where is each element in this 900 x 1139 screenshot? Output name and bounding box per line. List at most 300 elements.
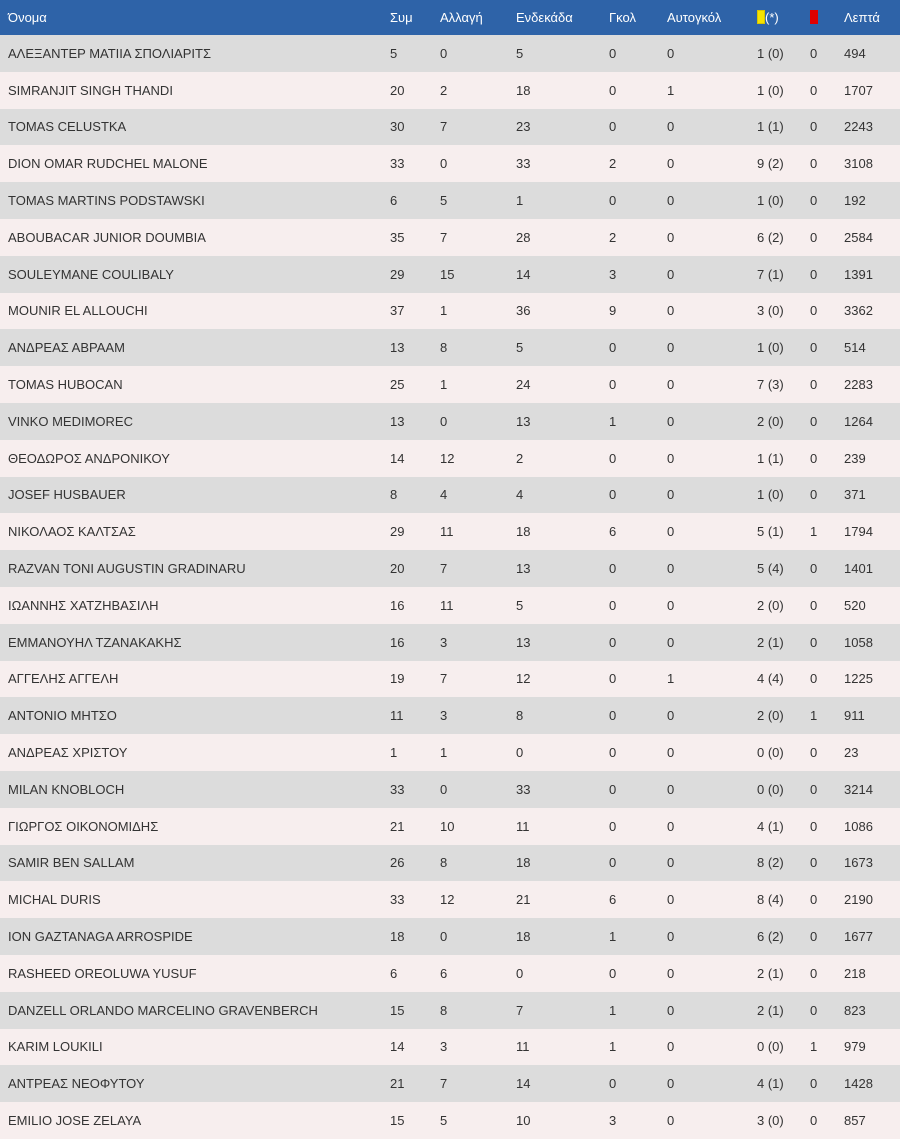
yellow-cards-cell: 1 (0) bbox=[757, 193, 784, 209]
apps-cell: 18 bbox=[390, 929, 405, 945]
red-cards-cell: 0 bbox=[810, 156, 818, 172]
table-row[interactable] bbox=[0, 256, 900, 293]
player-name-cell[interactable]: RASHEED OREOLUWA YUSUF bbox=[8, 965, 197, 981]
subs-cell: 0 bbox=[440, 413, 448, 429]
yellow-cards-cell: 2 (0) bbox=[757, 597, 784, 613]
red-cards-cell: 0 bbox=[810, 929, 818, 945]
apps-cell: 19 bbox=[390, 671, 405, 687]
player-name-cell[interactable]: JOSEF HUSBAUER bbox=[8, 487, 126, 503]
own-goals-cell: 0 bbox=[667, 745, 675, 761]
goals-cell: 3 bbox=[609, 266, 617, 282]
table-row[interactable] bbox=[0, 881, 900, 918]
minutes-cell: 1391 bbox=[844, 266, 873, 282]
header-red-cards[interactable] bbox=[810, 0, 844, 35]
starts-cell: 33 bbox=[516, 781, 531, 797]
subs-cell: 12 bbox=[440, 450, 455, 466]
starts-cell: 23 bbox=[516, 119, 531, 135]
player-name-cell[interactable]: SAMIR BEN SALLAM bbox=[8, 855, 135, 871]
subs-cell: 12 bbox=[440, 892, 455, 908]
player-name-cell[interactable]: ΝΙΚΟΛΑΟΣ ΚΑΛΤΣΑΣ bbox=[8, 524, 136, 540]
minutes-cell: 494 bbox=[844, 45, 866, 61]
own-goals-cell: 0 bbox=[667, 229, 675, 245]
starts-cell: 7 bbox=[516, 1002, 524, 1018]
minutes-cell: 857 bbox=[844, 1113, 866, 1128]
apps-cell: 15 bbox=[390, 1113, 405, 1128]
yellow-cards-cell: 8 (4) bbox=[757, 892, 784, 908]
yellow-cards-cell: 6 (2) bbox=[757, 929, 784, 945]
minutes-cell: 1086 bbox=[844, 818, 873, 834]
apps-cell: 29 bbox=[390, 524, 405, 540]
red-card-icon bbox=[810, 10, 818, 24]
yellow-cards-cell: 1 (0) bbox=[757, 340, 784, 356]
yellow-cards-cell: 2 (0) bbox=[757, 413, 784, 429]
starts-cell: 0 bbox=[516, 745, 524, 761]
own-goals-cell: 0 bbox=[667, 781, 675, 797]
own-goals-cell: 0 bbox=[667, 561, 675, 577]
apps-cell: 35 bbox=[390, 229, 405, 245]
apps-cell: 37 bbox=[390, 303, 405, 319]
table-row[interactable] bbox=[0, 477, 900, 514]
player-name-cell[interactable]: MICHAL DURIS bbox=[8, 892, 101, 908]
yellow-cards-cell: 4 (1) bbox=[757, 818, 784, 834]
minutes-cell: 2190 bbox=[844, 892, 873, 908]
player-name-cell[interactable]: MOUNIR EL ALLOUCHI bbox=[8, 303, 148, 319]
red-cards-cell: 0 bbox=[810, 781, 818, 797]
yellow-cards-cell: 0 (0) bbox=[757, 781, 784, 797]
yellow-cards-cell: 9 (2) bbox=[757, 156, 784, 172]
minutes-cell: 23 bbox=[844, 745, 859, 761]
apps-cell: 13 bbox=[390, 413, 405, 429]
header-goals[interactable]: Γκολ bbox=[609, 10, 636, 25]
goals-cell: 0 bbox=[609, 634, 617, 650]
table-row[interactable] bbox=[0, 329, 900, 366]
starts-cell: 36 bbox=[516, 303, 531, 319]
starts-cell: 12 bbox=[516, 671, 531, 687]
own-goals-cell: 0 bbox=[667, 340, 675, 356]
red-cards-cell: 0 bbox=[810, 745, 818, 761]
starts-cell: 8 bbox=[516, 708, 524, 724]
starts-cell: 21 bbox=[516, 892, 531, 908]
yellow-cards-cell: 7 (3) bbox=[757, 377, 784, 393]
yellow-cards-cell: 1 (0) bbox=[757, 487, 784, 503]
apps-cell: 11 bbox=[390, 708, 404, 724]
subs-cell: 0 bbox=[440, 45, 448, 61]
player-name-cell[interactable]: ABOUBACAR JUNIOR DOUMBIA bbox=[8, 229, 206, 245]
header-minutes[interactable]: Λεπτά bbox=[844, 10, 880, 25]
subs-cell: 1 bbox=[440, 745, 448, 761]
starts-cell: 10 bbox=[516, 1113, 531, 1128]
own-goals-cell: 0 bbox=[667, 1039, 675, 1055]
table-row[interactable] bbox=[0, 1065, 900, 1102]
table-row[interactable] bbox=[0, 1102, 900, 1139]
table-row[interactable] bbox=[0, 587, 900, 624]
starts-cell: 0 bbox=[516, 965, 524, 981]
starts-cell: 11 bbox=[516, 818, 530, 834]
starts-cell: 28 bbox=[516, 229, 531, 245]
minutes-cell: 1677 bbox=[844, 929, 873, 945]
red-cards-cell: 0 bbox=[810, 634, 818, 650]
apps-cell: 16 bbox=[390, 597, 405, 613]
apps-cell: 26 bbox=[390, 855, 405, 871]
subs-cell: 0 bbox=[440, 781, 448, 797]
red-cards-cell: 0 bbox=[810, 965, 818, 981]
minutes-cell: 1058 bbox=[844, 634, 873, 650]
table-row[interactable] bbox=[0, 1029, 900, 1066]
starts-cell: 18 bbox=[516, 855, 531, 871]
red-cards-cell: 0 bbox=[810, 855, 818, 871]
player-name-cell[interactable]: ΓΙΩΡΓΟΣ ΟΙΚΟΝΟΜΙΔΗΣ bbox=[8, 818, 159, 834]
apps-cell: 20 bbox=[390, 82, 405, 98]
apps-cell: 30 bbox=[390, 119, 405, 135]
goals-cell: 0 bbox=[609, 781, 617, 797]
minutes-cell: 1225 bbox=[844, 671, 873, 687]
player-name-cell[interactable]: DION OMAR RUDCHEL MALONE bbox=[8, 156, 208, 172]
player-name-cell[interactable]: ΑΓΓΕΛΗΣ ΑΓΓΕΛΗ bbox=[8, 671, 119, 687]
goals-cell: 0 bbox=[609, 82, 617, 98]
apps-cell: 21 bbox=[390, 1076, 405, 1092]
yellow-cards-cell: 5 (4) bbox=[757, 561, 784, 577]
minutes-cell: 2584 bbox=[844, 229, 873, 245]
own-goals-cell: 0 bbox=[667, 450, 675, 466]
subs-cell: 8 bbox=[440, 340, 448, 356]
red-cards-cell: 0 bbox=[810, 413, 818, 429]
table-row[interactable] bbox=[0, 918, 900, 955]
goals-cell: 0 bbox=[609, 193, 617, 209]
yellow-cards-cell: 7 (1) bbox=[757, 266, 784, 282]
minutes-cell: 3214 bbox=[844, 781, 873, 797]
yellow-cards-cell: 5 (1) bbox=[757, 524, 784, 540]
player-name-cell[interactable]: ΑΛΕΞΑΝΤΕΡ ΜΑΤΙΙΑ ΣΠΟΛΙΑΡΙΤΣ bbox=[8, 45, 211, 61]
table-row[interactable] bbox=[0, 661, 900, 698]
red-cards-cell: 0 bbox=[810, 1113, 818, 1128]
goals-cell: 2 bbox=[609, 229, 617, 245]
minutes-cell: 3108 bbox=[844, 156, 873, 172]
table-row[interactable] bbox=[0, 845, 900, 882]
table-row[interactable] bbox=[0, 440, 900, 477]
yellow-cards-cell: 4 (1) bbox=[757, 1076, 784, 1092]
yellow-cards-cell: 2 (0) bbox=[757, 708, 784, 724]
player-name-cell[interactable]: TOMAS HUBOCAN bbox=[8, 377, 123, 393]
player-name-cell[interactable]: ΑΝΔΡΕΑΣ ΧΡΙΣΤΟΥ bbox=[8, 745, 128, 761]
apps-cell: 25 bbox=[390, 377, 405, 393]
subs-cell: 11 bbox=[440, 524, 454, 540]
yellow-cards-cell: 1 (0) bbox=[757, 45, 784, 61]
goals-cell: 9 bbox=[609, 303, 617, 319]
subs-cell: 2 bbox=[440, 82, 448, 98]
own-goals-cell: 1 bbox=[667, 671, 675, 687]
goals-cell: 0 bbox=[609, 597, 617, 613]
red-cards-cell: 0 bbox=[810, 487, 818, 503]
goals-cell: 0 bbox=[609, 708, 617, 724]
red-cards-cell: 0 bbox=[810, 340, 818, 356]
minutes-cell: 1428 bbox=[844, 1076, 873, 1092]
red-cards-cell: 1 bbox=[810, 708, 818, 724]
table-row[interactable] bbox=[0, 72, 900, 109]
own-goals-cell: 0 bbox=[667, 892, 675, 908]
subs-cell: 7 bbox=[440, 119, 448, 135]
player-name-cell[interactable]: ΑΝΔΡΕΑΣ ΑΒΡΑΑΜ bbox=[8, 340, 125, 356]
yellow-cards-cell: 0 (0) bbox=[757, 745, 784, 761]
starts-cell: 14 bbox=[516, 1076, 531, 1092]
goals-cell: 0 bbox=[609, 965, 617, 981]
starts-cell: 18 bbox=[516, 524, 531, 540]
table-row[interactable] bbox=[0, 771, 900, 808]
player-name-cell[interactable]: ΘΕΟΔΩΡΟΣ ΑΝΔΡΟΝΙΚΟΥ bbox=[8, 450, 170, 466]
own-goals-cell: 0 bbox=[667, 524, 675, 540]
goals-cell: 0 bbox=[609, 1076, 617, 1092]
subs-cell: 8 bbox=[440, 855, 448, 871]
own-goals-cell: 0 bbox=[667, 193, 675, 209]
player-name-cell[interactable]: ION GAZTANAGA ARROSPIDE bbox=[8, 929, 193, 945]
red-cards-cell: 1 bbox=[810, 1039, 818, 1055]
minutes-cell: 3362 bbox=[844, 303, 873, 319]
table-row[interactable] bbox=[0, 145, 900, 182]
red-cards-cell: 0 bbox=[810, 119, 818, 135]
own-goals-cell: 0 bbox=[667, 597, 675, 613]
yellow-cards-cell: 0 (0) bbox=[757, 1039, 784, 1055]
red-cards-cell: 0 bbox=[810, 597, 818, 613]
red-cards-cell: 0 bbox=[810, 1076, 818, 1092]
apps-cell: 15 bbox=[390, 1002, 405, 1018]
starts-cell: 2 bbox=[516, 450, 524, 466]
red-cards-cell: 0 bbox=[810, 266, 818, 282]
own-goals-cell: 0 bbox=[667, 487, 675, 503]
player-name-cell[interactable]: EMILIO JOSE ZELAYA bbox=[8, 1113, 142, 1128]
subs-cell: 11 bbox=[440, 597, 454, 613]
yellow-cards-cell: 4 (4) bbox=[757, 671, 784, 687]
own-goals-cell: 0 bbox=[667, 413, 675, 429]
player-name-cell[interactable]: MILAN KNOBLOCH bbox=[8, 781, 125, 797]
subs-cell: 3 bbox=[440, 634, 448, 650]
apps-cell: 20 bbox=[390, 561, 405, 577]
table-row[interactable] bbox=[0, 955, 900, 992]
yellow-cards-cell: 3 (0) bbox=[757, 303, 784, 319]
subs-cell: 15 bbox=[440, 266, 455, 282]
red-cards-cell: 0 bbox=[810, 303, 818, 319]
subs-cell: 4 bbox=[440, 487, 448, 503]
minutes-cell: 911 bbox=[844, 708, 865, 724]
minutes-cell: 239 bbox=[844, 450, 866, 466]
yellow-cards-cell: 2 (1) bbox=[757, 965, 784, 981]
table-row[interactable] bbox=[0, 403, 900, 440]
goals-cell: 0 bbox=[609, 561, 617, 577]
apps-cell: 5 bbox=[390, 45, 398, 61]
table-row[interactable] bbox=[0, 109, 900, 146]
minutes-cell: 2243 bbox=[844, 119, 873, 135]
player-name-cell[interactable]: RAZVAN TONI AUGUSTIN GRADINARU bbox=[8, 561, 246, 577]
player-name-cell[interactable]: ΕΜΜΑΝΟΥΗΛ ΤΖΑΝΑΚΑΚΗΣ bbox=[8, 634, 182, 650]
header-apps[interactable]: Συμ bbox=[390, 10, 413, 25]
table-row[interactable] bbox=[0, 992, 900, 1029]
header-own-goals[interactable]: Αυτογκόλ bbox=[667, 10, 722, 25]
apps-cell: 14 bbox=[390, 1039, 405, 1055]
goals-cell: 1 bbox=[609, 1002, 617, 1018]
starts-cell: 13 bbox=[516, 413, 531, 429]
yellow-cards-cell: 1 (1) bbox=[757, 450, 784, 466]
red-cards-cell: 0 bbox=[810, 818, 818, 834]
minutes-cell: 1707 bbox=[844, 82, 873, 98]
own-goals-cell: 0 bbox=[667, 266, 675, 282]
minutes-cell: 823 bbox=[844, 1002, 866, 1018]
yellow-cards-cell: 3 (0) bbox=[757, 1113, 784, 1128]
minutes-cell: 1673 bbox=[844, 855, 873, 871]
table-header-row bbox=[0, 0, 900, 35]
apps-cell: 8 bbox=[390, 487, 398, 503]
subs-cell: 7 bbox=[440, 229, 448, 245]
yellow-card-icon bbox=[757, 10, 765, 24]
goals-cell: 1 bbox=[609, 929, 617, 945]
red-cards-cell: 0 bbox=[810, 229, 818, 245]
table-row[interactable] bbox=[0, 513, 900, 550]
own-goals-cell: 0 bbox=[667, 818, 675, 834]
minutes-cell: 979 bbox=[844, 1039, 866, 1055]
table-row[interactable] bbox=[0, 808, 900, 845]
player-name-cell[interactable]: SOULEYMANE COULIBALY bbox=[8, 266, 174, 282]
goals-cell: 3 bbox=[609, 1113, 617, 1128]
starts-cell: 18 bbox=[516, 82, 531, 98]
player-name-cell[interactable]: VINKO MEDIMOREC bbox=[8, 413, 133, 429]
yellow-cards-cell: 2 (1) bbox=[757, 634, 784, 650]
minutes-cell: 1264 bbox=[844, 413, 873, 429]
subs-cell: 7 bbox=[440, 561, 448, 577]
subs-cell: 3 bbox=[440, 1039, 448, 1055]
minutes-cell: 371 bbox=[844, 487, 866, 503]
player-name-cell[interactable]: DANZELL ORLANDO MARCELINO GRAVENBERCH bbox=[8, 1002, 318, 1018]
table-row[interactable] bbox=[0, 734, 900, 771]
goals-cell: 0 bbox=[609, 671, 617, 687]
starts-cell: 13 bbox=[516, 561, 531, 577]
starts-cell: 5 bbox=[516, 597, 524, 613]
starts-cell: 5 bbox=[516, 45, 524, 61]
subs-cell: 8 bbox=[440, 1002, 448, 1018]
starts-cell: 18 bbox=[516, 929, 531, 945]
goals-cell: 1 bbox=[609, 413, 617, 429]
yellow-cards-cell: 1 (1) bbox=[757, 119, 784, 135]
table-row[interactable] bbox=[0, 624, 900, 661]
apps-cell: 16 bbox=[390, 634, 405, 650]
goals-cell: 0 bbox=[609, 119, 617, 135]
table-row[interactable] bbox=[0, 293, 900, 330]
own-goals-cell: 0 bbox=[667, 855, 675, 871]
player-name-cell[interactable]: SIMRANJIT SINGH THANDI bbox=[8, 82, 173, 98]
subs-cell: 5 bbox=[440, 1113, 448, 1128]
minutes-cell: 514 bbox=[844, 340, 866, 356]
yellow-cards-cell: 1 (0) bbox=[757, 82, 784, 98]
own-goals-cell: 0 bbox=[667, 929, 675, 945]
header-starts[interactable]: Ενδεκάδα bbox=[516, 10, 573, 25]
yellow-cards-cell: 2 (1) bbox=[757, 1002, 784, 1018]
player-name-cell[interactable]: ΙΩΑΝΝΗΣ ΧΑΤΖΗΒΑΣΙΛΗ bbox=[8, 597, 159, 613]
subs-cell: 5 bbox=[440, 193, 448, 209]
own-goals-cell: 0 bbox=[667, 1076, 675, 1092]
minutes-cell: 2283 bbox=[844, 377, 873, 393]
table-row[interactable] bbox=[0, 550, 900, 587]
own-goals-cell: 0 bbox=[667, 1113, 675, 1128]
subs-cell: 0 bbox=[440, 929, 448, 945]
apps-cell: 6 bbox=[390, 193, 398, 209]
own-goals-cell: 0 bbox=[667, 965, 675, 981]
player-name-cell[interactable]: TOMAS MARTINS PODSTAWSKI bbox=[8, 193, 205, 209]
table-row[interactable] bbox=[0, 182, 900, 219]
table-row[interactable] bbox=[0, 697, 900, 734]
apps-cell: 14 bbox=[390, 450, 405, 466]
goals-cell: 0 bbox=[609, 45, 617, 61]
starts-cell: 4 bbox=[516, 487, 524, 503]
goals-cell: 0 bbox=[609, 450, 617, 466]
header-name[interactable]: Όνομα bbox=[8, 10, 47, 25]
goals-cell: 0 bbox=[609, 818, 617, 834]
player-name-cell[interactable]: ΑΝΤΡΕΑΣ ΝΕΟΦΥΤΟΥ bbox=[8, 1076, 145, 1092]
apps-cell: 33 bbox=[390, 781, 405, 797]
goals-cell: 0 bbox=[609, 855, 617, 871]
goals-cell: 0 bbox=[609, 340, 617, 356]
header-yellow-cards[interactable] bbox=[757, 0, 810, 35]
red-cards-cell: 0 bbox=[810, 1002, 818, 1018]
goals-cell: 0 bbox=[609, 745, 617, 761]
apps-cell: 6 bbox=[390, 965, 398, 981]
own-goals-cell: 0 bbox=[667, 1002, 675, 1018]
own-goals-cell: 0 bbox=[667, 708, 675, 724]
own-goals-cell: 0 bbox=[667, 303, 675, 319]
apps-cell: 1 bbox=[390, 745, 398, 761]
header-subs[interactable]: Αλλαγή bbox=[440, 10, 483, 25]
apps-cell: 29 bbox=[390, 266, 405, 282]
goals-cell: 6 bbox=[609, 892, 617, 908]
starts-cell: 33 bbox=[516, 156, 531, 172]
table-body bbox=[0, 35, 900, 1139]
subs-cell: 0 bbox=[440, 156, 448, 172]
apps-cell: 13 bbox=[390, 340, 405, 356]
starts-cell: 13 bbox=[516, 634, 531, 650]
subs-cell: 6 bbox=[440, 965, 448, 981]
minutes-cell: 192 bbox=[844, 193, 866, 209]
red-cards-cell: 0 bbox=[810, 671, 818, 687]
yellow-cards-cell: 8 (2) bbox=[757, 855, 784, 871]
goals-cell: 1 bbox=[609, 1039, 617, 1055]
own-goals-cell: 0 bbox=[667, 119, 675, 135]
own-goals-cell: 0 bbox=[667, 377, 675, 393]
starts-cell: 24 bbox=[516, 377, 531, 393]
player-name-cell[interactable]: KARIM LOUKILI bbox=[8, 1039, 103, 1055]
own-goals-cell: 0 bbox=[667, 45, 675, 61]
table-row[interactable] bbox=[0, 219, 900, 256]
subs-cell: 10 bbox=[440, 818, 455, 834]
goals-cell: 0 bbox=[609, 487, 617, 503]
apps-cell: 21 bbox=[390, 818, 405, 834]
red-cards-cell: 0 bbox=[810, 450, 818, 466]
starts-cell: 14 bbox=[516, 266, 531, 282]
minutes-cell: 1794 bbox=[844, 524, 873, 540]
subs-cell: 3 bbox=[440, 708, 448, 724]
table-row[interactable] bbox=[0, 35, 900, 72]
red-cards-cell: 0 bbox=[810, 377, 818, 393]
red-cards-cell: 1 bbox=[810, 524, 818, 540]
subs-cell: 7 bbox=[440, 671, 448, 687]
own-goals-cell: 0 bbox=[667, 156, 675, 172]
minutes-cell: 1401 bbox=[844, 561, 873, 577]
starts-cell: 5 bbox=[516, 340, 524, 356]
player-name-cell[interactable]: TOMAS CELUSTKA bbox=[8, 119, 127, 135]
red-cards-cell: 0 bbox=[810, 193, 818, 209]
goals-cell: 0 bbox=[609, 377, 617, 393]
red-cards-cell: 0 bbox=[810, 561, 818, 577]
apps-cell: 33 bbox=[390, 892, 405, 908]
goals-cell: 2 bbox=[609, 156, 617, 172]
player-name-cell[interactable]: ΑΝΤΟΝΙΟ ΜΗΤΣΟ bbox=[8, 708, 117, 724]
starts-cell: 11 bbox=[516, 1039, 530, 1055]
red-cards-cell: 0 bbox=[810, 892, 818, 908]
table-row[interactable] bbox=[0, 366, 900, 403]
